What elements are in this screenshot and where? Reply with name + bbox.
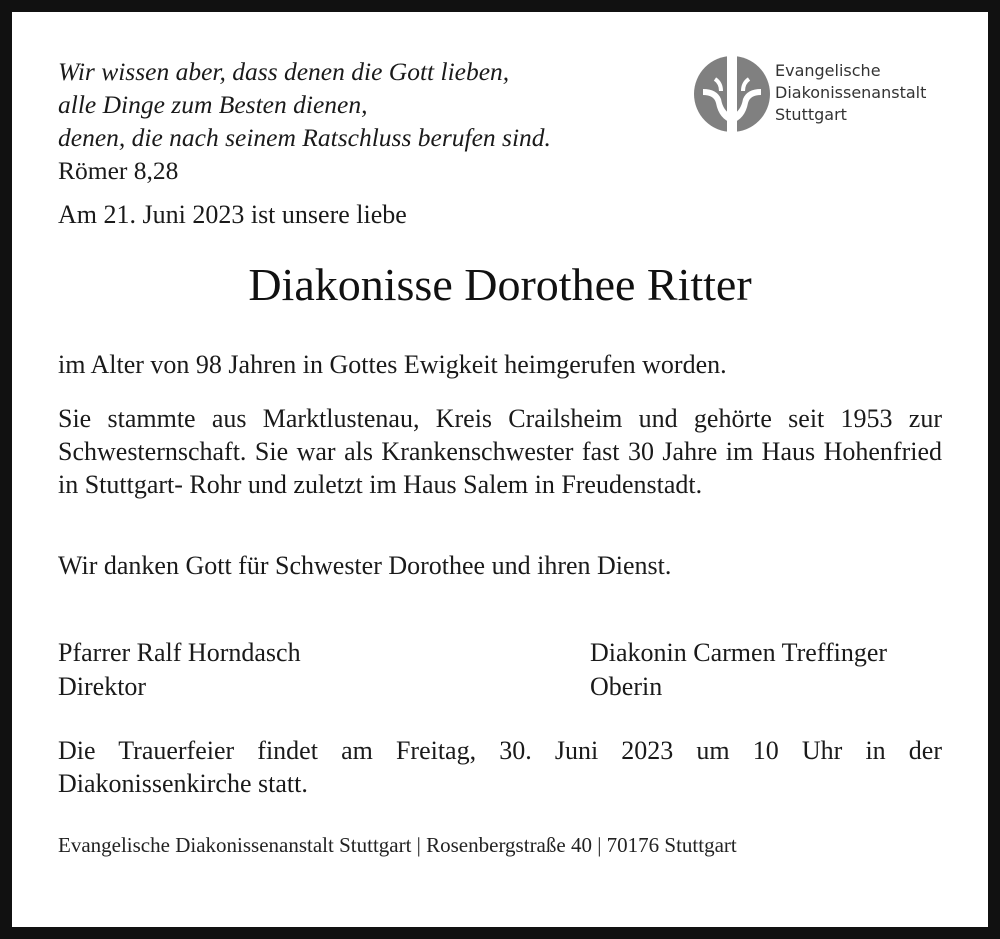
diakonie-cross-icon: [693, 55, 771, 133]
address-footer: Evangelische Diakonissenanstalt Stuttgart | Rosenbergstraße 40 | 70176 Stuttgart: [58, 833, 737, 857]
biography-paragraph: Sie stammte aus Marktlustenau, Kreis Crailsheim und gehörte seit 1953 zur Schwesternschaft. Sie war als Krankenschwester fast 30 Jahre im Haus Hohenfried in Stuttgart- Rohr und zuletzt im Haus Salem in Freudenstadt.: [58, 404, 942, 499]
signatory-left: [58, 636, 301, 704]
verse-line-1: Wir wissen aber, dass denen die Gott lieben,: [58, 57, 510, 86]
signatory-left-role: Direktor: [58, 672, 147, 701]
verse-line-2: alle Dinge zum Besten dienen,: [58, 90, 368, 119]
verse-line-3: denen, die nach seinem Ratschluss berufen sind.: [58, 123, 551, 152]
diakonissenanstalt-logo: [693, 55, 953, 135]
funeral-paragraph: Die Trauerfeier findet am Freitag, 30. Juni 2023 um 10 Uhr in der Diakonissenkirche statt.: [58, 736, 942, 798]
logo-text: [775, 60, 926, 126]
logo-line-1: Evangelische: [775, 61, 881, 80]
logo-line-3: Stuttgart: [775, 105, 847, 124]
signatory-right-name: Diakonin Carmen Treffinger: [590, 638, 888, 667]
signatory-left-name: Pfarrer Ralf Horndasch: [58, 638, 301, 667]
thanks-line: Wir danken Gott für Schwester Dorothee und ihren Dienst.: [58, 551, 672, 580]
signatory-right: [590, 636, 887, 704]
verse-reference: Römer 8,28: [58, 156, 179, 185]
logo-line-2: Diakonissenanstalt: [775, 83, 927, 102]
signatory-right-role: Oberin: [590, 672, 663, 701]
bible-verse: [58, 55, 551, 187]
deceased-name: Diakonisse Dorothee Ritter: [248, 259, 752, 310]
passing-line: im Alter von 98 Jahren in Gottes Ewigkeit heimgerufen worden.: [58, 350, 727, 379]
intro-line: Am 21. Juni 2023 ist unsere liebe: [58, 200, 407, 229]
